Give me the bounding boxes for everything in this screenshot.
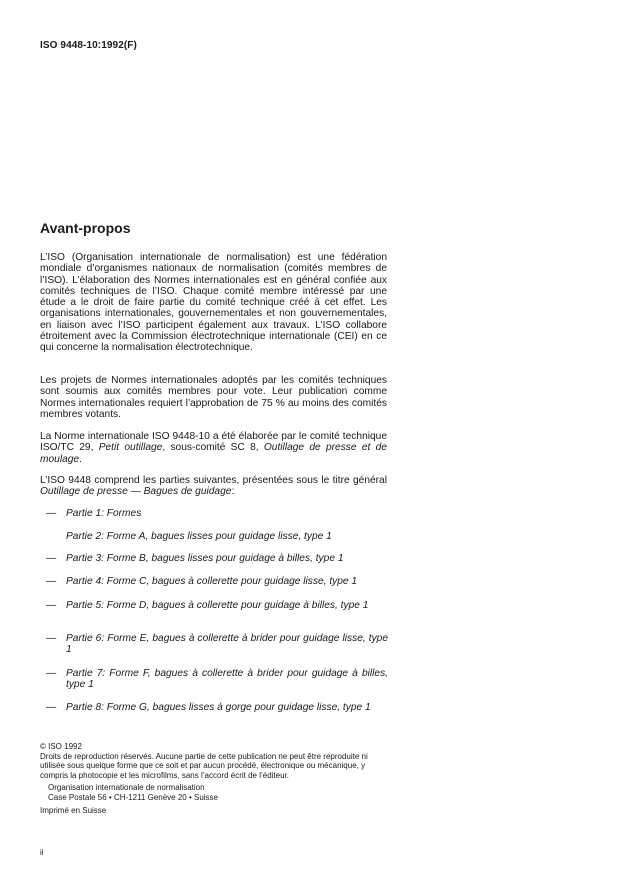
list-item-text: Partie 4: Forme C, bagues à collerette pour guidage lisse, type 1	[66, 576, 358, 587]
list-item-text: Partie 7: Forme F, bagues à collerette à brider pour guidage à billes, type 1	[66, 668, 388, 691]
paragraph-parts-text-end: :	[231, 486, 235, 498]
paragraph-committee-italic-2: Outillage de presse et de moulage	[40, 442, 387, 465]
paragraph-committee-italic-1: Petit outillage	[98, 442, 163, 454]
page-title: Avant-propos	[40, 220, 131, 236]
paragraph-parts-text: L’ISO 9448 comprend les parties suivantes, présentées sous le titre général	[40, 475, 387, 486]
copyright-line: © ISO 1992	[40, 742, 82, 751]
standard-reference: ISO 9448-10:1992(F)	[40, 40, 137, 51]
paragraph-committee	[40, 431, 387, 465]
paragraph-parts-italic: Outillage de presse — Bagues de guidage	[40, 486, 232, 498]
paragraph-drafts: Les projets de Normes internationales adoptés par les comités techniques sont soumis aux comités membres pour vote. Leur publication comme Normes internationales requiert l’approbation de 75 % au moins des comités membres votants.	[40, 375, 387, 420]
paragraph-committee-text-mid: , sous-comité SC 8,	[162, 442, 264, 454]
publisher-address: Case Postale 56 • CH-1211 Genève 20 • Suisse	[48, 793, 218, 802]
paragraph-committee-text-end: .	[79, 453, 82, 465]
copyright-rights: Droits de reproduction réservés. Aucune partie de cette publication ne peut être reproduite ni utilisée sous quelque forme que ce soit et par aucun procédé, électronique ou mécanique, y compris la photocopie et les microfilms, sans l’accord écrit de l’éditeur.	[40, 752, 368, 780]
paragraph-committee-text: La Norme internationale ISO 9448-10 a été élaborée par le comité technique ISO/TC 29,	[40, 431, 387, 454]
paragraph-iso-intro: L’ISO (Organisation internationale de normalisation) est une fédération mondiale d’organismes nationaux de normalisation (comités membres de l’ISO). L’élaboration des Normes internationales est en général confiée aux comités techniques de l’ISO. Chaque comité membre intéressé par une étude a le droit de faire partie du comité technique créé à cet effet. Les organisations internationales, gouvernementales et non gouvernementales, en liaison avec l’ISO participent également aux travaux. L’ISO collabore étroitement avec la Commission électrotechnique internationale (CEI) en ce qui concerne la normalisation électrotechnique.	[40, 252, 387, 354]
list-dash: —	[46, 576, 57, 587]
list-dash: —	[46, 633, 57, 644]
list-dash: —	[46, 668, 57, 679]
page-number: ii	[40, 848, 44, 857]
list-item-text: Partie 1: Formes	[66, 508, 142, 519]
paragraph-parts-intro	[40, 475, 387, 498]
list-dash: —	[46, 600, 57, 611]
list-item-text: Partie 8: Forme G, bagues lisses à gorge pour guidage lisse, type 1	[66, 702, 371, 713]
list-dash: —	[46, 553, 57, 564]
list-dash: —	[46, 508, 57, 519]
list-item-text: Partie 5: Forme D, bagues à collerette pour guidage à billes, type 1	[66, 600, 369, 611]
list-item-text: Partie 6: Forme E, bagues à collerette à brider pour guidage lisse, type 1	[66, 633, 388, 656]
publisher-organization: Organisation internationale de normalisation	[48, 783, 205, 792]
list-dash: —	[46, 702, 57, 713]
list-item-text: Partie 2: Forme A, bagues lisses pour guidage lisse, type 1	[66, 531, 332, 542]
list-item-text: Partie 3: Forme B, bagues lisses pour guidage à billes, type 1	[66, 553, 344, 564]
printed-in: Imprimé en Suisse	[40, 806, 107, 815]
